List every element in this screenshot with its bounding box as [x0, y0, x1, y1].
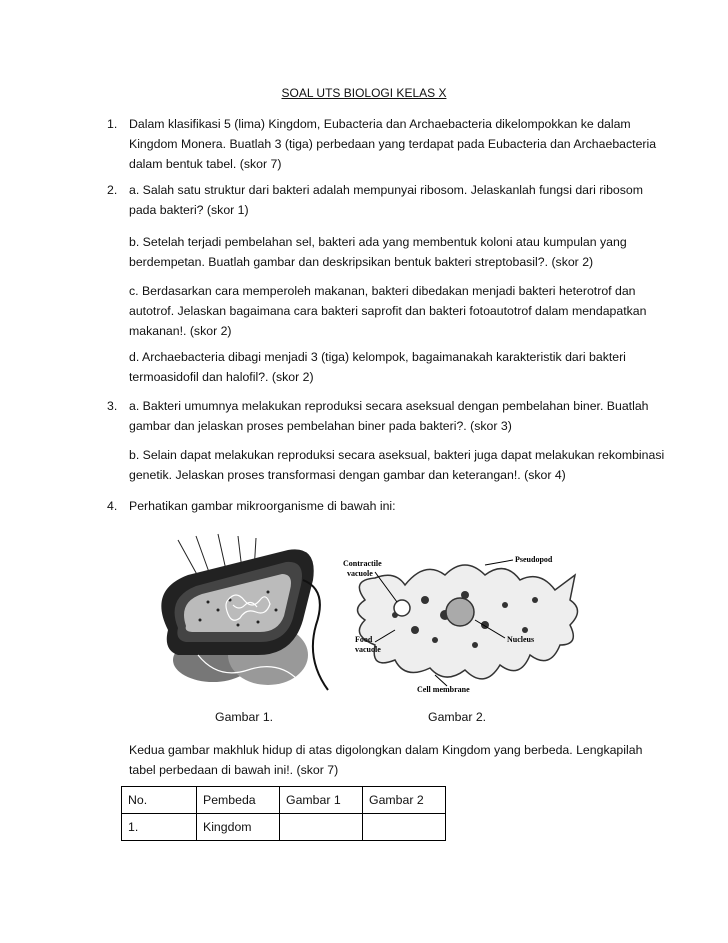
- question-3: [107, 396, 667, 436]
- label-food-vacuole: vacuole: [355, 645, 381, 654]
- question-3b-block: [107, 445, 667, 485]
- difference-table: [121, 786, 446, 841]
- amoeba-figure: [335, 530, 605, 700]
- question-2d: d. Archaebacteria dibagi menjadi 3 (tiga) kelompok, bagaimanakah karakteristik dari bakteri termoasidofil dan halofil?. (skor 2): [129, 350, 626, 384]
- table-header-cell: No.: [122, 787, 197, 814]
- table-header-cell: Gambar 2: [363, 787, 446, 814]
- bacterium-figure: [138, 530, 338, 700]
- label-contractile: Contractile: [343, 559, 382, 568]
- table-header-row: [122, 787, 446, 814]
- label-nucleus: Nucleus: [507, 635, 535, 644]
- caption-figure-1: Gambar 1.: [215, 710, 274, 724]
- table-cell: 1.: [122, 814, 197, 841]
- question-2b: b. Setelah terjadi pembelahan sel, bakteri ada yang membentuk koloni atau kumpulan yang berdempetan. Buatlah gambar dan deskripsikan bentuk bakteri streptobasil?. (skor 2): [129, 235, 627, 269]
- label-food: Food: [355, 635, 373, 644]
- label-cell-membrane: Cell membrane: [417, 685, 470, 694]
- question-number: 3.: [107, 399, 118, 413]
- question-2c: c. Berdasarkan cara memperoleh makanan, bakteri dibedakan menjadi bakteri heterotrof dan autotrof. Jelaskan bagaimana cara bakteri saprofit dan bakteri fotoautotrof dalam mendapatkan makanan!. (skor 2): [129, 284, 647, 338]
- question-number: 1.: [107, 117, 118, 131]
- question-number: 2.: [107, 183, 118, 197]
- caption-figure-2: Gambar 2.: [428, 710, 487, 724]
- question-number: 4.: [107, 499, 118, 513]
- question-2b-block: [107, 232, 667, 272]
- table-header-cell: Pembeda: [197, 787, 280, 814]
- question-2c-block: [107, 281, 667, 341]
- question-3b: b. Selain dapat melakukan reproduksi secara aseksual, bakteri juga dapat melakukan rekombinasi genetik. Jelaskan proses transformasi dengan gambar dan keterangan!. (skor 4): [129, 448, 665, 482]
- table-cell: Kingdom: [197, 814, 280, 841]
- label-contractile-vacuole: vacuole: [347, 569, 373, 578]
- question-4-text: Perhatikan gambar mikroorganisme di bawah ini:: [129, 499, 396, 513]
- table-row: [122, 814, 446, 841]
- table-cell[interactable]: [280, 814, 363, 841]
- question-2: [107, 180, 667, 220]
- question-2a: a. Salah satu struktur dari bakteri adalah mempunyai ribosom. Jelaskanlah fungsi dari ribosom pada bakteri? (skor 1): [129, 183, 643, 217]
- question-4-follow-block: [107, 740, 667, 780]
- question-4: [107, 496, 667, 516]
- question-3a: a. Bakteri umumnya melakukan reproduksi secara aseksual dengan pembelahan biner. Buatlah gambar dan jelaskan proses pembelahan biner pada bakteri?. (skor 3): [129, 399, 649, 433]
- question-2d-block: [107, 347, 667, 387]
- question-text: Dalam klasifikasi 5 (lima) Kingdom, Eubacteria dan Archaebacteria dikelompokkan ke dalam Kingdom Monera. Buatlah 3 (tiga) perbedaan yang terdapat pada Eubacteria dan Archaebacteria dalam bentuk tabel. (skor 7): [129, 117, 657, 171]
- table-header-cell: Gambar 1: [280, 787, 363, 814]
- label-pseudopod: Pseudopod: [515, 555, 553, 564]
- question-4-follow: Kedua gambar makhluk hidup di atas digolongkan dalam Kingdom yang berbeda. Lengkapilah tabel perbedaan di bawah ini!. (skor 7): [129, 743, 643, 777]
- question-1: [107, 114, 667, 174]
- page-title: SOAL UTS BIOLOGI KELAS X: [281, 86, 447, 100]
- table-cell[interactable]: [363, 814, 446, 841]
